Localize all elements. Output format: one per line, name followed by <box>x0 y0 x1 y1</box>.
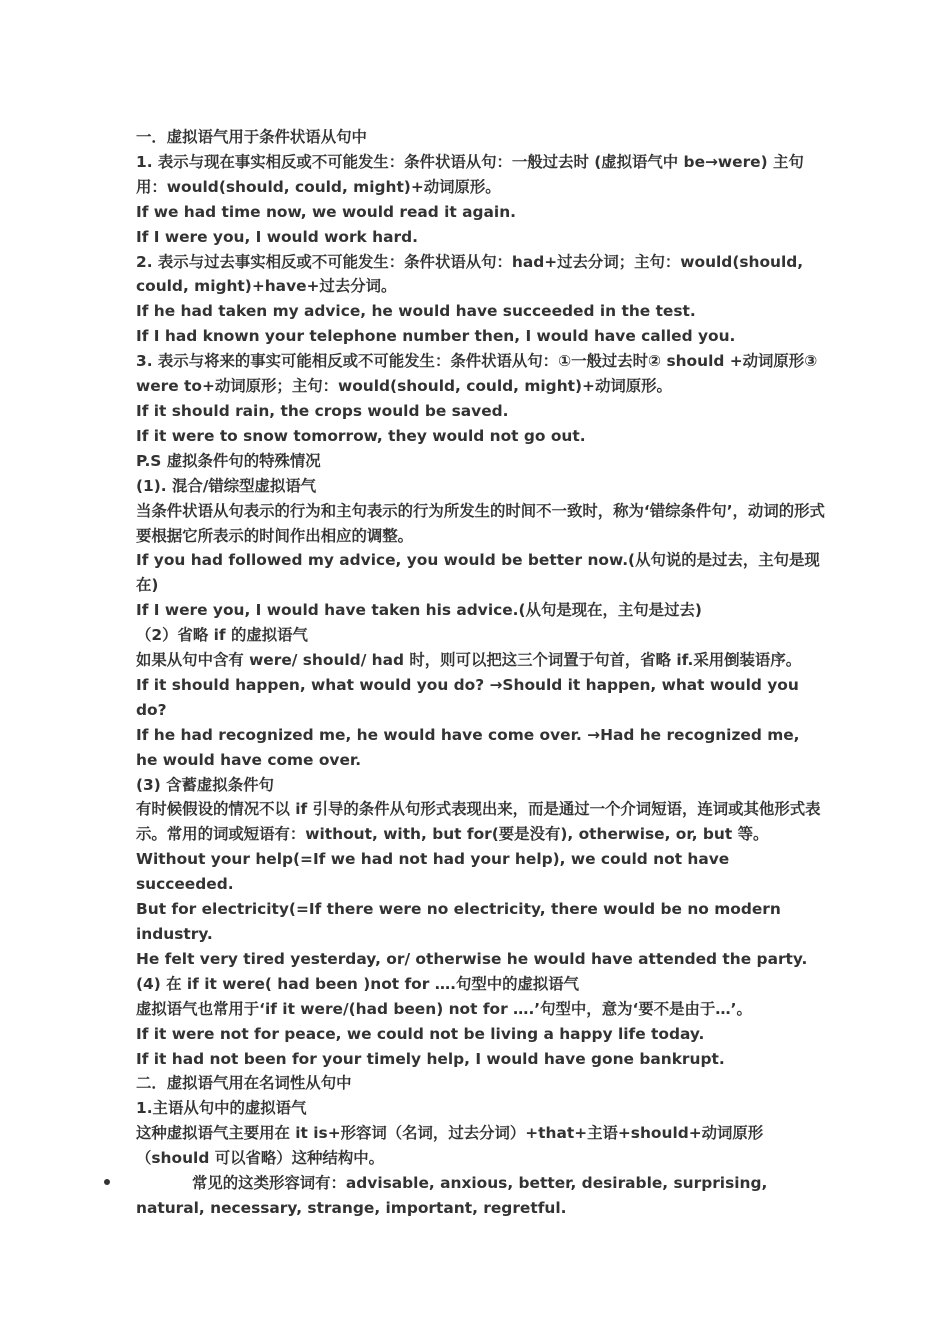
rule-future: 3. 表示与将来的事实可能相反或不可能发生：条件状语从句：①一般过去时② should +动词原形③ were to+动词原形；主句：would(should, could, might)+动词原形。 <box>136 352 818 396</box>
subheading-omit-if: （2）省略 if 的虚拟语气 <box>136 626 308 645</box>
example-sentence: But for electricity(=If there were no electricity, there would be no modern industry. <box>136 900 781 943</box>
example-sentence: If it should happen, what would you do? →Should it happen, what would you do? <box>136 675 799 719</box>
rule-omit-if: 如果从句中含有 were/ should/ had 时，则可以把这三个词置于句首，省略 if.采用倒装语序。 <box>136 651 802 670</box>
example-sentence: If we had time now, we would read it again. <box>136 202 517 221</box>
subheading-mixed: (1). 混合/错综型虚拟语气 <box>136 476 317 495</box>
rule-subject-clause: 这种虚拟语气主要用在 it is+形容词（名词，过去分词）+that+主语+should+动词原形（should 可以省略）这种结构中。 <box>136 1124 764 1168</box>
example-sentence: If it should rain, the crops would be saved. <box>136 401 509 420</box>
example-sentence: If it were not for peace, we could not be living a happy life today. <box>136 1024 705 1043</box>
example-sentence: If he had taken my advice, he would have succeeded in the test. <box>136 302 696 321</box>
example-sentence: He felt very tired yesterday, or/ otherwise he would have attended the party. <box>136 949 808 968</box>
rule-past: 2. 表示与过去事实相反或不可能发生：条件状语从句：had+过去分词；主句：would(should, could, might)+have+过去分词。 <box>136 252 804 296</box>
subheading-subject-clause: 1.主语从句中的虚拟语气 <box>136 1099 307 1118</box>
example-sentence: Without your help(=If we had not had your help), we could not have succeeded. <box>136 850 730 894</box>
rule-implied: 有时候假设的情况不以 if 引导的条件从句形式表现出来，而是通过一个介词短语，连词或其他形式表示。常用的词或短语有：without, with, but for(要是没有), otherwise, or, but 等。 <box>136 800 821 844</box>
bullet-item <box>136 1171 826 1221</box>
example-sentence: If I were you, I would have taken his advice.(从句是现在，主句是过去) <box>136 601 702 620</box>
subheading-if-it-were-not-for: (4) 在 if it were( had been )not for ….句型中的虚拟语气 <box>136 974 580 993</box>
document-body <box>136 125 826 1221</box>
ps-heading: P.S 虚拟条件句的特殊情况 <box>136 451 321 470</box>
example-sentence: If I were you, I would work hard. <box>136 227 418 246</box>
example-sentence: If I had known your telephone number then, I would have called you. <box>136 327 736 346</box>
rule-mixed: 当条件状语从句表示的行为和主句表示的行为所发生的时间不一致时，称为‘错综条件句’，动词的形式要根据它所表示的时间作出相应的调整。 <box>136 501 825 545</box>
example-sentence: If you had followed my advice, you would be better now.(从句说的是过去，主句是现在) <box>136 551 820 595</box>
rule-if-it-were-not-for: 虚拟语气也常用于‘if it were/(had been) not for ….’句型中，意为‘要不是由于…’。 <box>136 999 752 1018</box>
subheading-implied: (3) 含蓄虚拟条件句 <box>136 775 274 794</box>
example-sentence: If it were to snow tomorrow, they would not go out. <box>136 426 586 445</box>
example-sentence: If it had not been for your timely help, I would have gone bankrupt. <box>136 1049 725 1068</box>
bullet-icon <box>104 1179 110 1185</box>
section-heading-1: 一．虚拟语气用于条件状语从句中 <box>136 128 367 146</box>
example-sentence: If he had recognized me, he would have come over. →Had he recognized me, he would have come over. <box>136 725 800 769</box>
section-heading-2: 二．虚拟语气用在名词性从句中 <box>136 1074 352 1093</box>
bullet-text: 常见的这类形容词有：advisable, anxious, better, desirable, surprising, natural, necessary, strange, important, regretful. <box>136 1174 768 1217</box>
rule-present: 1. 表示与现在事实相反或不可能发生：条件状语从句：一般过去时 (虚拟语气中 be→were) 主句用：would(should, could, might)+动词原形。 <box>136 152 804 196</box>
